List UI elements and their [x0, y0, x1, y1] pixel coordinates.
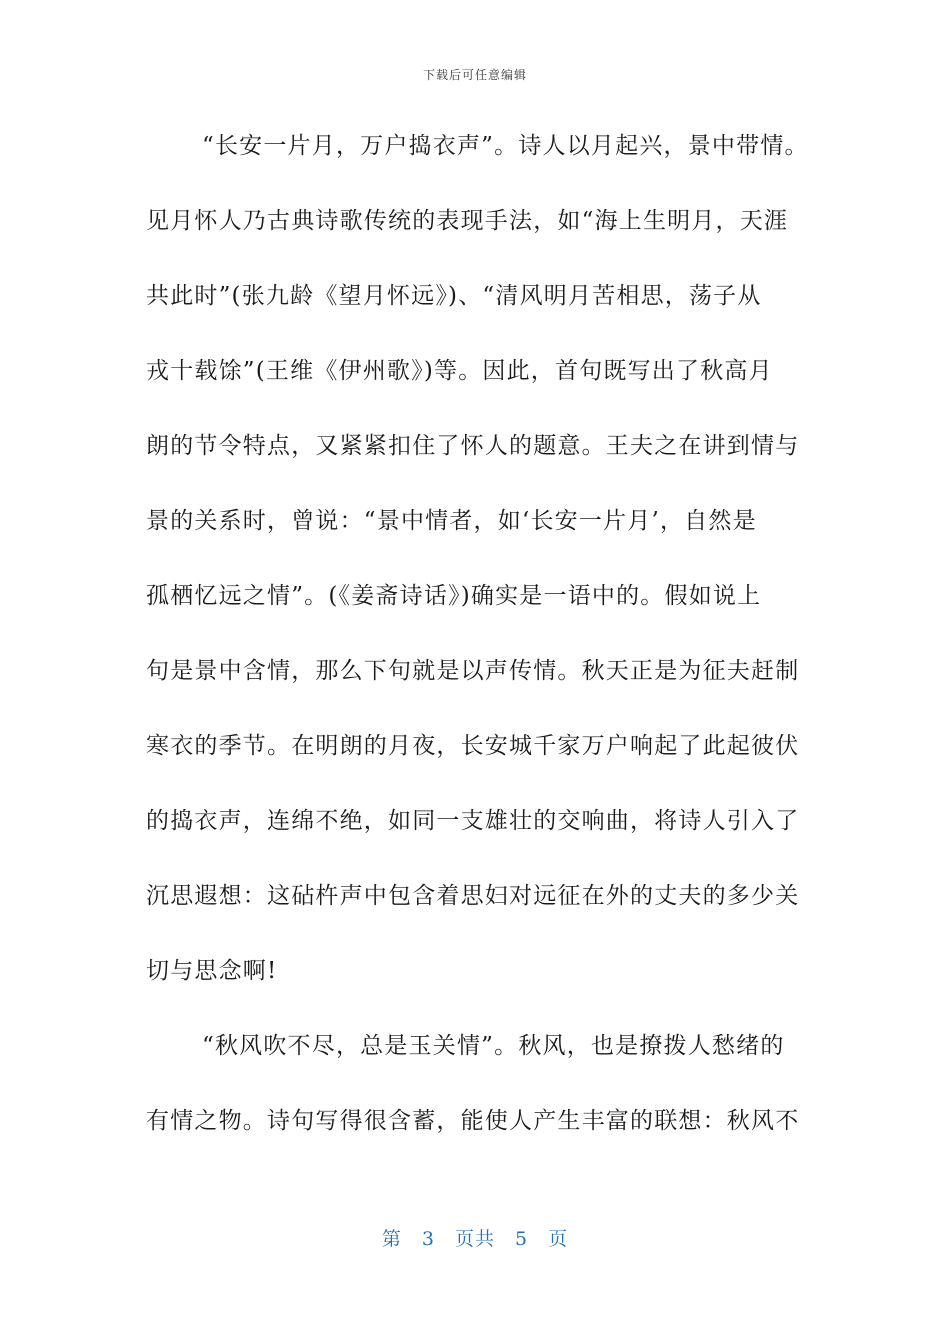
document-body: [146, 118, 809, 1168]
paragraph-line: 切与思念啊!: [146, 958, 278, 984]
paragraph-line: 朗的节令特点，又紧紧扣住了怀人的题意。王夫之在讲到情与: [146, 433, 800, 459]
current-page-number: 3: [421, 1228, 435, 1250]
page-label-mid: 页共: [454, 1228, 495, 1250]
paragraph-line: 见月怀人乃古典诗歌传统的表现手法，如“海上生明月，天涯: [146, 208, 789, 234]
page-label-pre: 第: [381, 1228, 402, 1250]
paragraph-line: 共此时”(张九龄《望月怀远》)、“清风明月苦相思，荡子从: [146, 283, 762, 309]
header-note: 下载后可任意编辑: [422, 68, 527, 82]
paragraph-line: “长安一片月，万户捣衣声”。诗人以月起兴，景中带情。: [202, 133, 809, 159]
paragraph-line: 沉思遐想：这砧杵声中包含着思妇对远征在外的丈夫的多少关: [146, 883, 800, 909]
page-footer: [0, 1224, 950, 1251]
paragraph-line: 寒衣的季节。在明朗的月夜，长安城千家万户响起了此起彼伏: [146, 733, 800, 759]
paragraph-line: 戎十载馀”(王维《伊州歌》)等。因此，首句既写出了秋高月: [146, 358, 773, 384]
paragraph-line: 句是景中含情，那么下句就是以声传情。秋天正是为征夫赶制: [146, 658, 800, 684]
paragraph-line: 孤栖忆远之情”。(《姜斋诗话》)确实是一语中的。假如说上: [146, 583, 762, 609]
paragraph-line: 的捣衣声，连绵不绝，如同一支雄壮的交响曲，将诗人引入了: [146, 808, 800, 834]
total-pages-number: 5: [515, 1228, 529, 1250]
paragraph-line: “秋风吹不尽，总是玉关情”。秋风，也是撩拨人愁绪的: [202, 1033, 785, 1059]
paragraph-line: 景的关系时，曾说：“景中情者，如‘长安一片月’，自然是: [146, 508, 757, 534]
paragraph-line: 有情之物。诗句写得很含蓄，能使人产生丰富的联想：秋风不: [146, 1108, 800, 1134]
page-label-post: 页: [548, 1228, 569, 1250]
